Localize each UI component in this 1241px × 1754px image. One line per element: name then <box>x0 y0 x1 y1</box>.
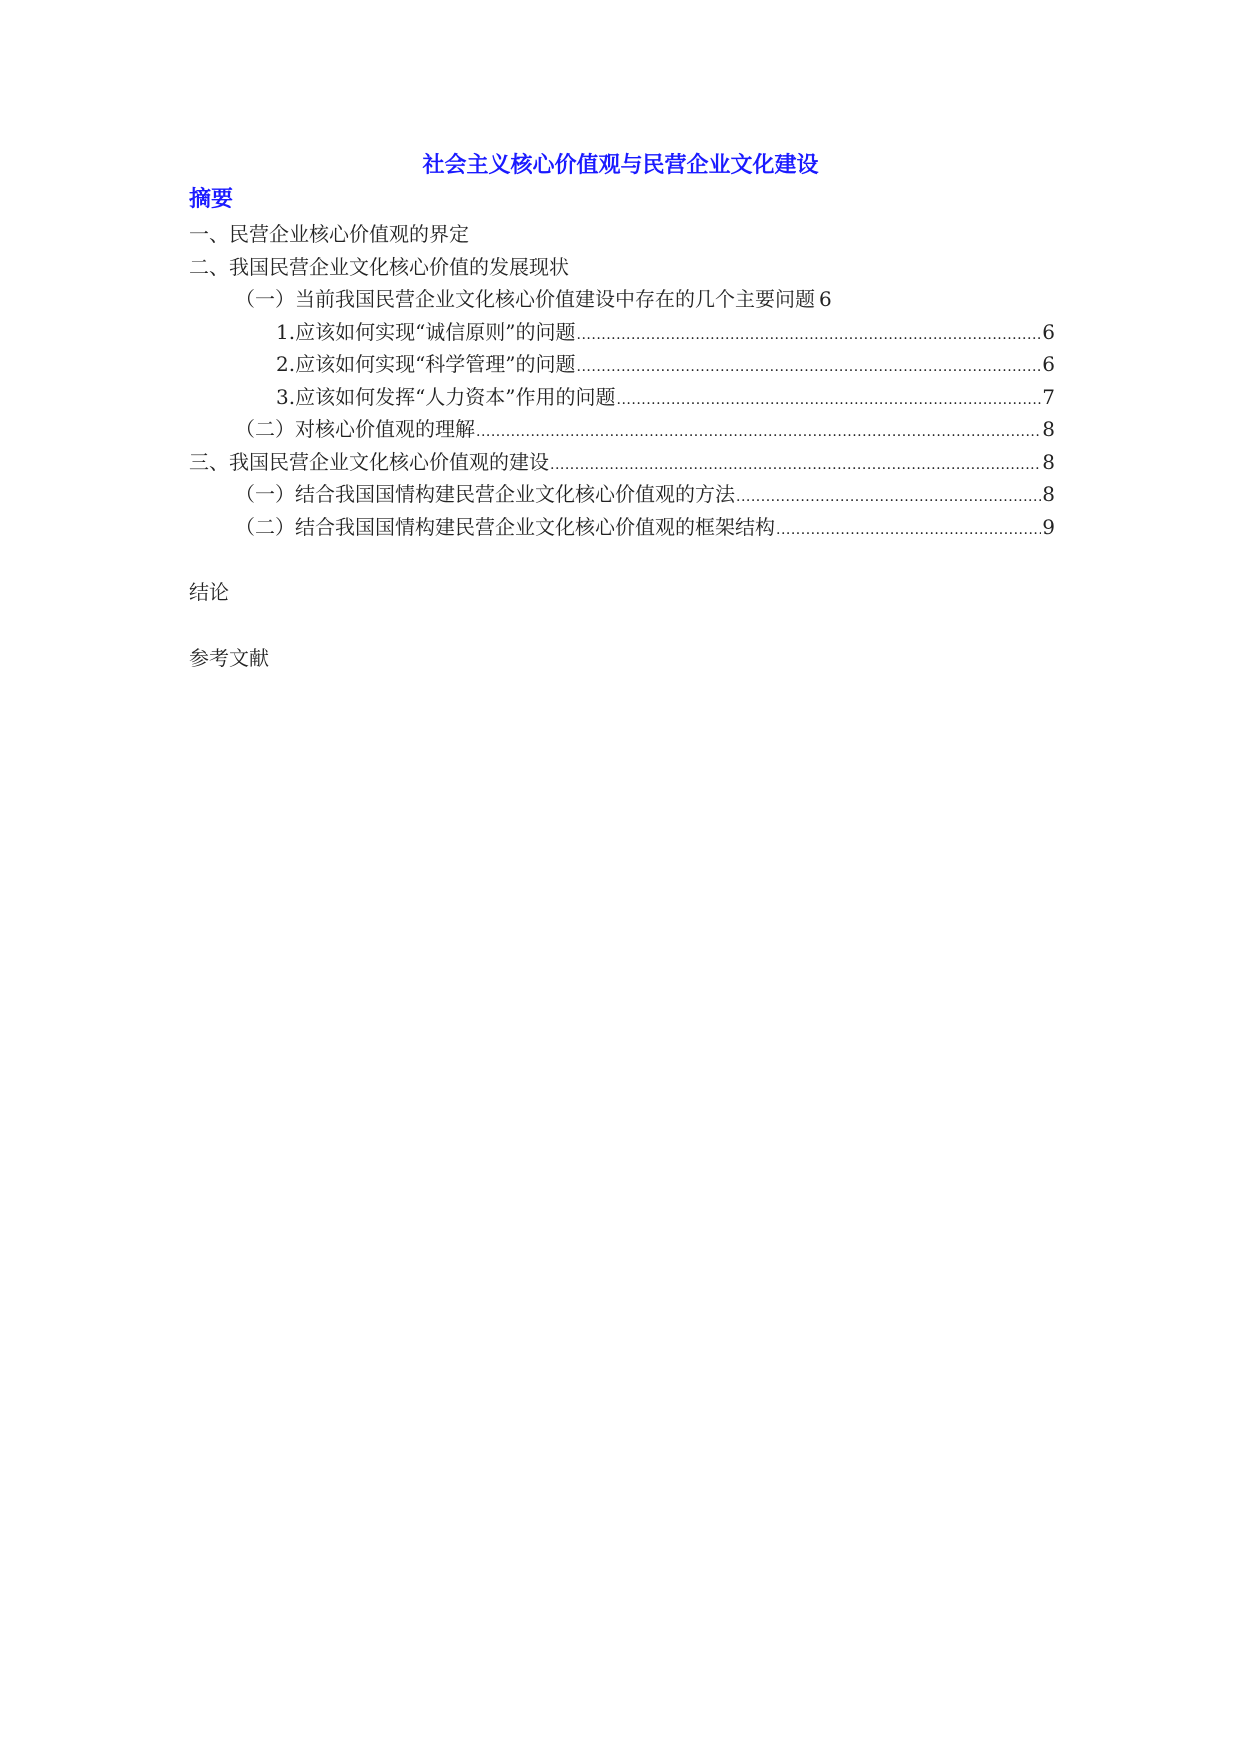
toc-entry-text: （二）结合我国国情构建民营企业文化核心价值观的框架结构 <box>235 514 775 539</box>
toc-entry[interactable] <box>189 316 1055 349</box>
table-of-contents <box>189 218 1055 543</box>
conclusion-entry[interactable]: 结论 <box>189 580 229 604</box>
toc-dot-leader <box>776 514 1041 546</box>
toc-entry-page: 9 <box>1042 514 1055 539</box>
toc-entry-page: 6 <box>1042 352 1055 376</box>
toc-entry[interactable] <box>189 413 1055 446</box>
toc-entry-text: （一）结合我国国情构建民营企业文化核心价值观的方法 <box>235 482 735 506</box>
toc-entry-page: 8 <box>1042 482 1055 506</box>
toc-dot-leader <box>550 449 1041 481</box>
toc-entry[interactable] <box>189 348 1055 381</box>
toc-entry-text: 1.应该如何实现“诚信原则”的问题 <box>276 319 576 344</box>
toc-entry-page: 7 <box>1042 384 1055 409</box>
toc-entry[interactable] <box>189 251 1055 284</box>
toc-entry[interactable] <box>189 381 1055 414</box>
toc-entry[interactable] <box>189 511 1055 544</box>
references-entry[interactable]: 参考文献 <box>189 646 269 670</box>
toc-entry-text: 3.应该如何发挥“人力资本”作用的问题 <box>276 384 616 409</box>
toc-entry[interactable] <box>189 446 1055 479</box>
toc-dot-leader <box>617 384 1042 416</box>
abstract-heading: 摘要 <box>189 187 234 212</box>
toc-entry[interactable] <box>189 218 1055 251</box>
toc-dot-leader <box>736 481 1041 513</box>
toc-entry[interactable] <box>189 283 1055 316</box>
toc-entry-page: 6 <box>819 287 832 311</box>
toc-entry-page: 8 <box>1042 417 1055 441</box>
toc-dot-leader <box>476 416 1041 448</box>
toc-entry-page: 8 <box>1042 449 1055 474</box>
toc-entry-text: 二、我国民营企业文化核心价值的发展现状 <box>189 254 569 279</box>
toc-entry-page: 6 <box>1042 319 1055 344</box>
toc-entry[interactable] <box>189 478 1055 511</box>
toc-entry-text: 一、民营企业核心价值观的界定 <box>189 222 469 246</box>
toc-entry-text: （一）当前我国民营企业文化核心价值建设中存在的几个主要问题 <box>235 287 815 311</box>
toc-entry-text: 三、我国民营企业文化核心价值观的建设 <box>189 449 549 474</box>
toc-entry-text: 2.应该如何实现“科学管理”的问题 <box>276 352 576 376</box>
toc-dot-leader <box>577 319 1042 351</box>
document-title: 社会主义核心价值观与民营企业文化建设 <box>422 153 819 178</box>
toc-entry-text: （二）对核心价值观的理解 <box>235 417 475 441</box>
toc-dot-leader <box>577 351 1042 383</box>
